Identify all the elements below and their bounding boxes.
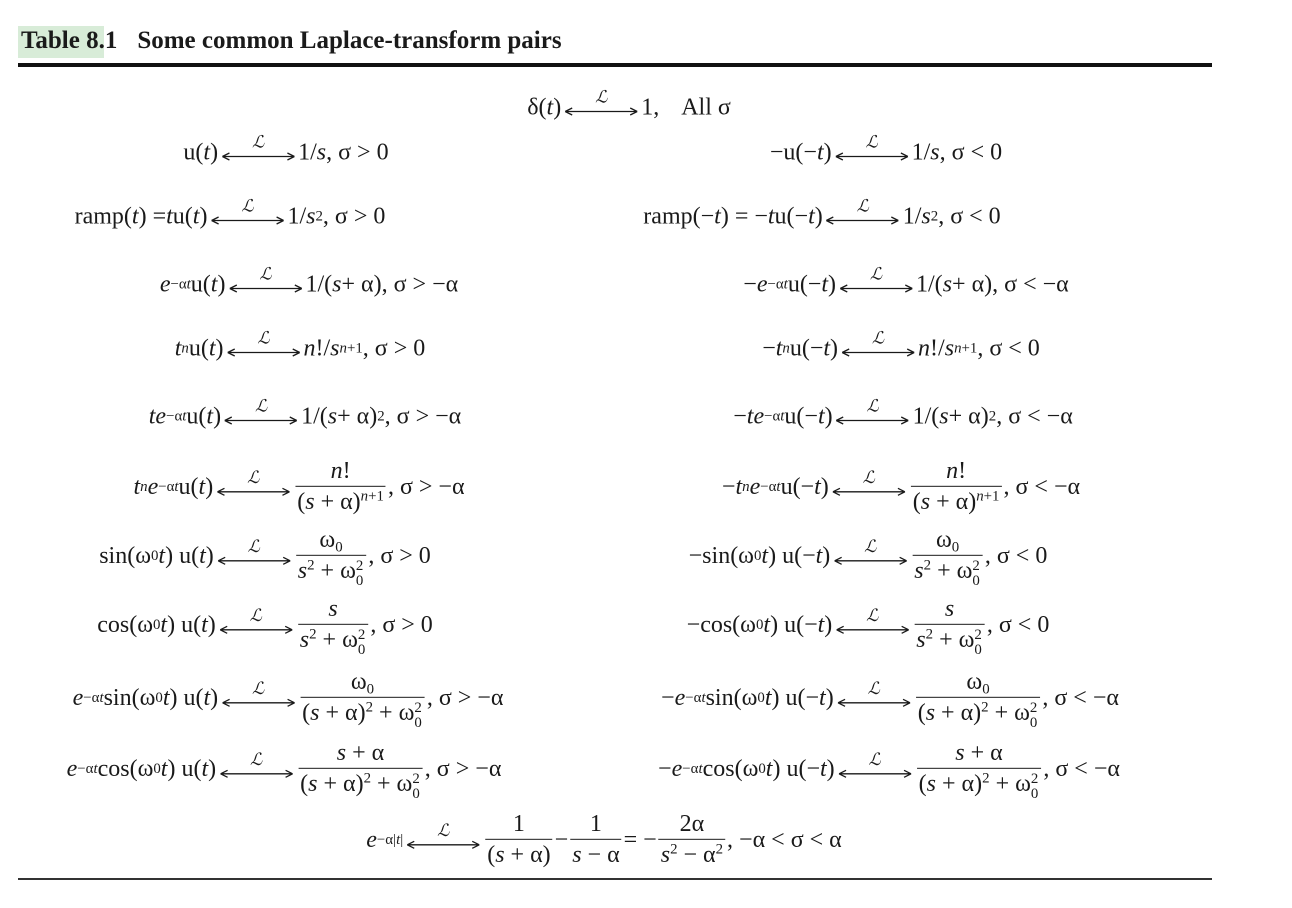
- table-caption: Some common Laplace-transform pairs: [137, 27, 562, 54]
- transform-pair: − e −αt u(− t ) ℒ 1/( s + α), σ < −α: [743, 264, 1069, 297]
- transform-pair: ramp( t ) = t u( t ) ℒ 1/ s 2 , σ > 0: [74, 196, 386, 229]
- top-rule: [18, 63, 1212, 67]
- transform-arrow: ℒ: [224, 399, 298, 426]
- transform-pair: t n u( t ) ℒ n !/ s n+1 , σ > 0: [174, 328, 426, 361]
- transform-arrow: ℒ: [219, 608, 293, 635]
- transform-pair: − t n u(− t ) ℒ n !/ s n+1 , σ < 0: [762, 328, 1040, 361]
- transform-pair: t n e −αt u( t ) ℒ $\frac{n!}{(s + \alpha)^{n+1}}$ , σ > −α: [133, 457, 465, 515]
- transform-arrow: ℒ: [228, 267, 302, 294]
- transform-pair: − e −αt cos(ω 0 t ) u(− t ) ℒ s + α $(s + \alpha)^2 + \omega$ 2 0 , σ < −α: [658, 739, 1120, 802]
- transform-arrow: ℒ: [210, 199, 284, 226]
- transform-pair: cos(ω 0 t ) u( t ) ℒ s $s^2 + \omega$ 2 0 , σ > 0: [97, 595, 433, 658]
- transform-arrow: ℒ: [836, 399, 910, 426]
- transform-arrow: ℒ: [826, 199, 900, 226]
- transform-arrow: ℒ: [221, 681, 295, 708]
- transform-pair: e −αt cos(ω 0 t ) u( t ) ℒ s + α $(s + \alpha)^2 + \omega$ 2 0 , σ > −α: [66, 739, 502, 802]
- transform-arrow: ℒ: [838, 752, 912, 779]
- transform-pair: u( t ) ℒ 1/ s , σ > 0: [183, 132, 389, 165]
- bottom-rule: [18, 878, 1212, 880]
- transform-arrow: ℒ: [406, 823, 480, 850]
- transform-pair: e −α|t| ℒ $\frac{1}{(s + \alpha)}$ − $\frac{1}{s - \alpha}$ = − $\frac{2\alpha}{s^2 - \alpha^2}$ , −α < σ < α: [366, 810, 842, 868]
- transform-pair: e −αt sin(ω 0 t ) u( t ) ℒ $\omega_0$ $(s + \alpha)^2 + \omega$ 2 0 , σ > −α: [72, 668, 504, 731]
- transform-arrow: ℒ: [217, 539, 291, 566]
- transform-pair: − t e −αt u(− t ) ℒ 1/( s + α) 2 , σ < −α: [733, 396, 1073, 429]
- transform-pair: t e −αt u( t ) ℒ 1/( s + α) 2 , σ > −α: [148, 396, 462, 429]
- transform-arrow: ℒ: [227, 331, 301, 358]
- transform-pair: ramp(− t ) = − t u(− t ) ℒ 1/ s 2 , σ < 0: [643, 196, 1001, 229]
- transform-pair: e −αt u( t ) ℒ 1/( s + α), σ > −α: [159, 264, 459, 297]
- transform-arrow: ℒ: [835, 608, 909, 635]
- transform-pair: δ( t ) ℒ 1, All σ: [527, 87, 731, 120]
- transform-arrow: ℒ: [219, 752, 293, 779]
- transform-arrow: ℒ: [841, 331, 915, 358]
- transform-arrow: ℒ: [216, 470, 290, 497]
- transform-pair: −sin(ω 0 t ) u(− t ) ℒ $\omega_0$ $s^2 + \omega$ 2 0 , σ < 0: [688, 526, 1048, 589]
- transform-arrow: ℒ: [835, 135, 909, 162]
- transform-pair: −cos(ω 0 t ) u(− t ) ℒ s $s^2 + \omega$ 2 0 , σ < 0: [686, 595, 1050, 658]
- transform-pair: sin(ω 0 t ) u( t ) ℒ $\omega_0$ $s^2 + \omega$ 2 0 , σ > 0: [99, 526, 431, 589]
- table-label: Table 8.1: [21, 27, 118, 54]
- transform-arrow: ℒ: [837, 681, 911, 708]
- transform-pair: − e −αt sin(ω 0 t ) u(− t ) ℒ $\omega_0$ $(s + \alpha)^2 + \omega$ 2 0 , σ < −α: [661, 668, 1119, 731]
- transform-pair: −u(− t ) ℒ 1/ s , σ < 0: [769, 132, 1003, 165]
- transform-arrow: ℒ: [221, 135, 295, 162]
- table-title: [21, 24, 562, 58]
- transform-arrow: ℒ: [564, 90, 638, 117]
- transform-pair: − t n e −αt u(− t ) ℒ $\frac{n!}{(s + \alpha)^{n+1}}$ , σ < −α: [721, 457, 1081, 515]
- transform-arrow: ℒ: [839, 267, 913, 294]
- transform-arrow: ℒ: [832, 470, 906, 497]
- transform-arrow: ℒ: [833, 539, 907, 566]
